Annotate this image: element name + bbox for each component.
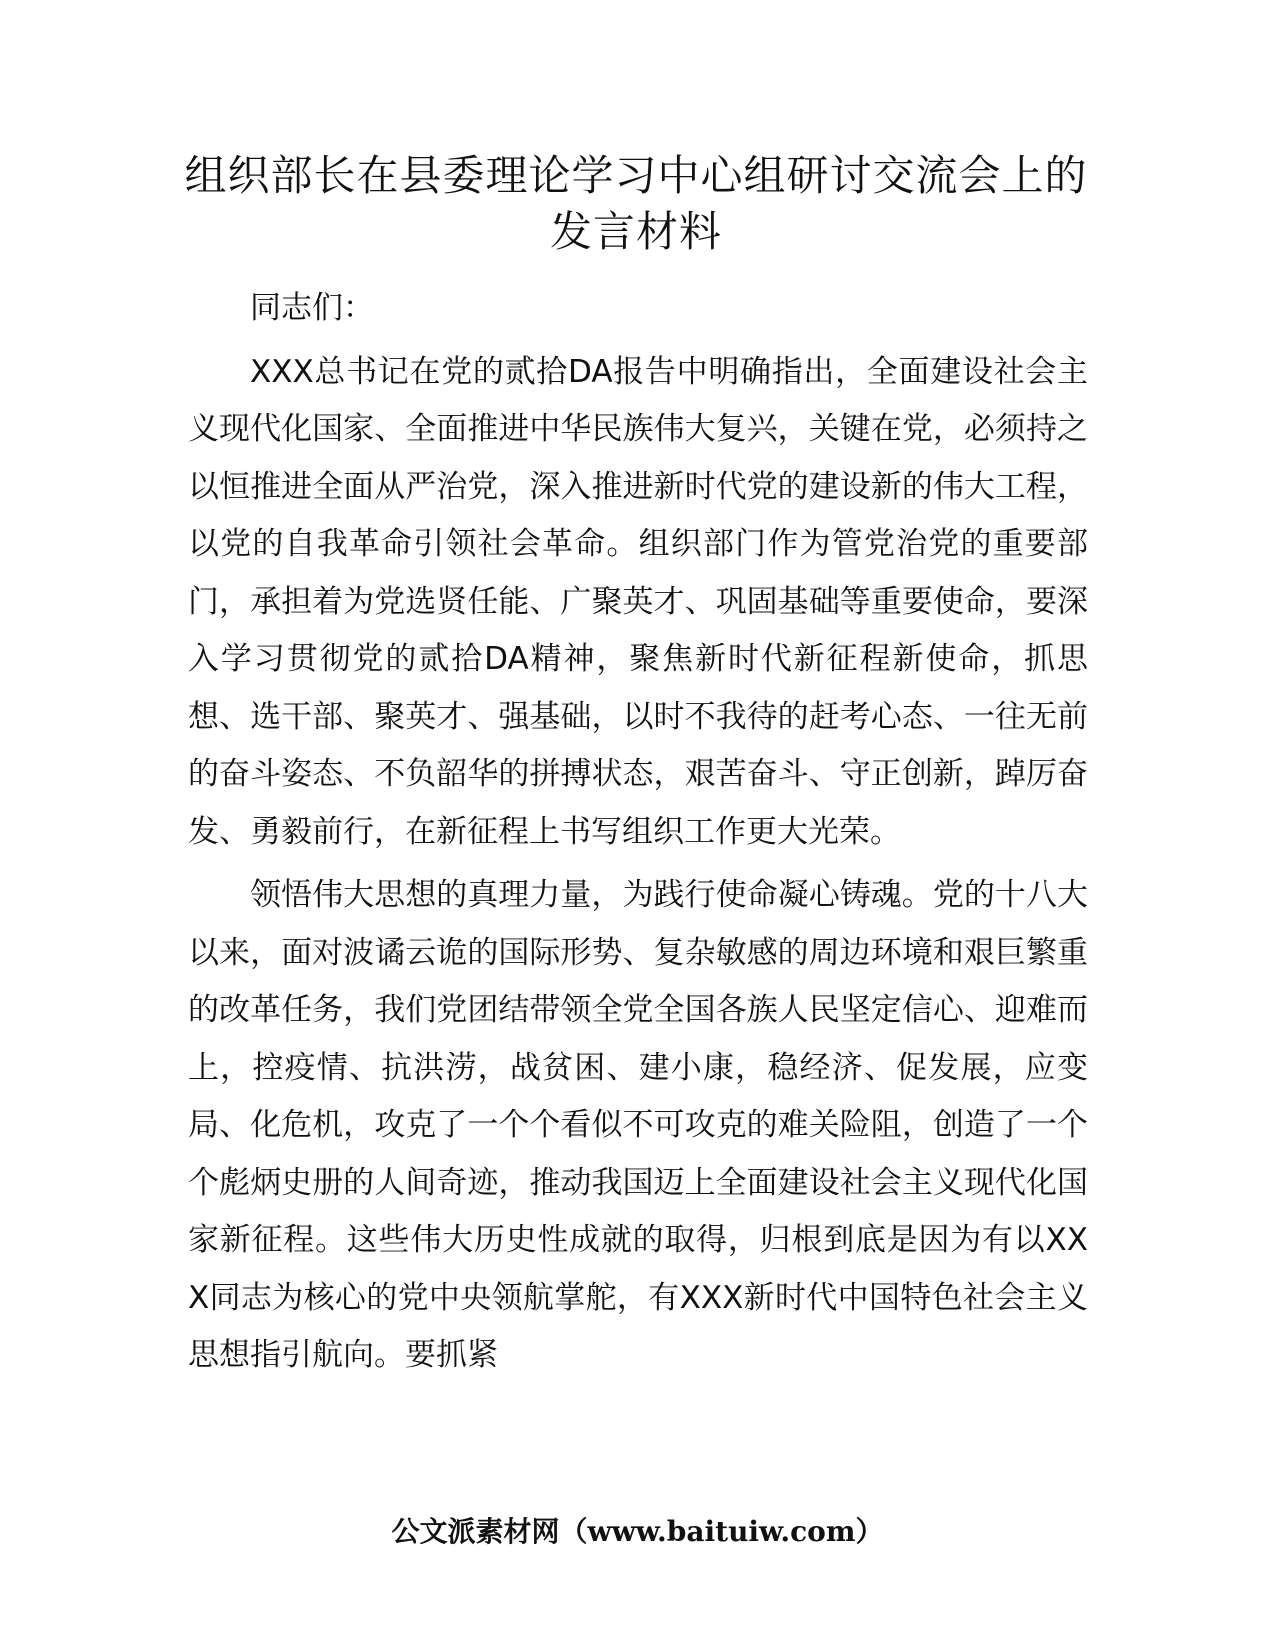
body-paragraph: 领悟伟大思想的真理力量，为践行使命凝心铸魂。党的十八大以来，面对波谲云诡的国际形势、复杂敏感的周边环境和艰巨繁重的改革任务，我们党团结带领全党全国各族人民坚定信心、迎难而上，控疫情、抗洪涝，战贫困、建小康，稳经济、促发展，应变局、化危机，攻克了一个个看似不可攻克的难关险阻，创造了一个个彪炳史册的人间奇迹，推动我国迈上全面建设社会主义现代化国家新征程。这些伟大历史性成就的取得，归根到底是因为有以XXX同志为核心的党中央领航掌舵，有XXX新时代中国特色社会主义思想指引航向。要抓紧 xyxy=(188,877,1088,1373)
salutation: 同志们： xyxy=(250,290,374,326)
document-body xyxy=(188,280,1088,1385)
document-title: 组织部长在县委理论学习中心组研讨交流会上的发言材料 xyxy=(184,151,1088,256)
source-footer: 公文派素材网（www.baituiw.com） xyxy=(391,1515,884,1548)
body-paragraph: XXX总书记在党的贰拾DA报告中明确指出，全面建设社会主义现代化国家、全面推进中华民族伟大复兴，关键在党，必须持之以恒推进全面从严治党，深入推进新时代党的建设新的伟大工程，以党的自我革命引领社会革命。组织部门作为管党治党的重要部门，承担着为党选贤任能、广聚英才、巩固基础等重要使命，要深入学习贯彻党的贰拾DA精神，聚焦新时代新征程新使命，抓思想、选干部、聚英才、强基础，以时不我待的赶考心态、一往无前的奋斗姿态、不负韶华的拼搏状态，艰苦奋斗、守正创新，踔厉奋发、勇毅前行，在新征程上书写组织工作更大光荣。 xyxy=(188,353,1088,850)
